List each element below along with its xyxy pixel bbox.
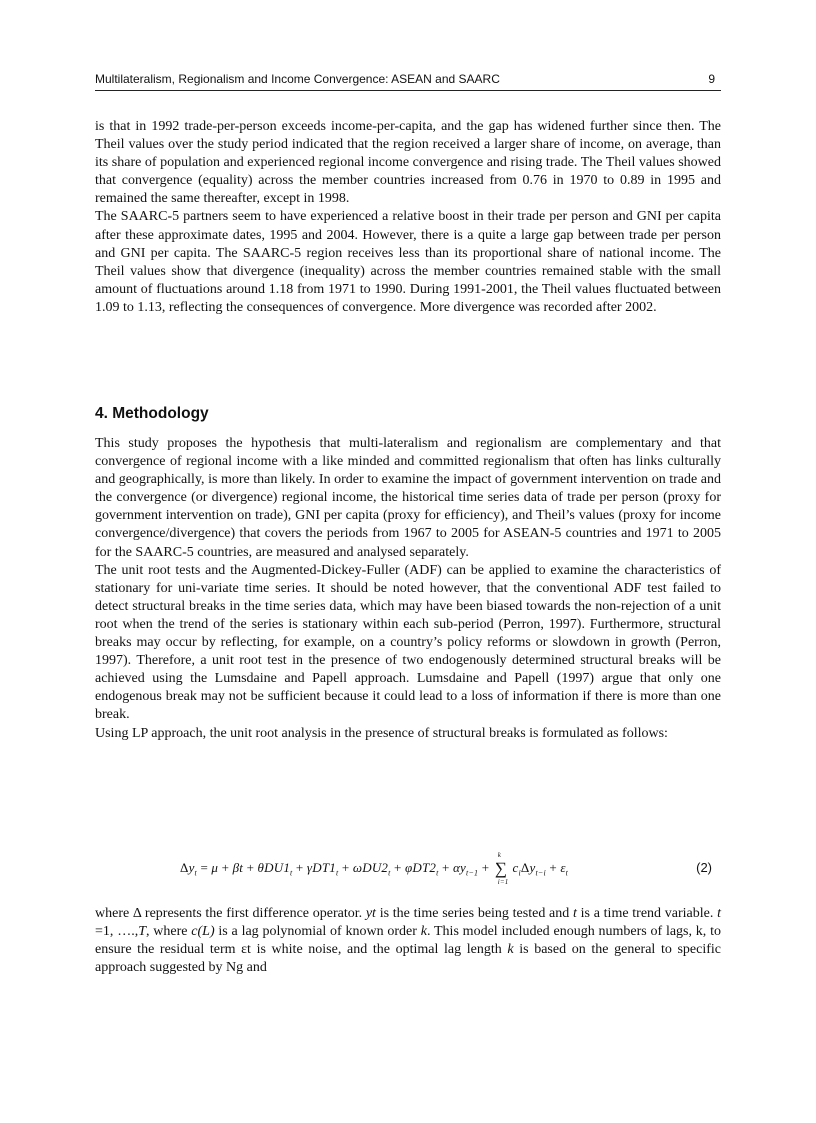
- running-header: [95, 70, 721, 91]
- sum-lower-limit: i=1: [497, 878, 509, 886]
- paragraph-hypothesis: This study proposes the hypothesis that multi-lateralism and regionalism are complementary and that convergence of regional income with a like minded and committed regionalism that often has links culturally and geographically, is more than likely. In order to examine the impact of government intervention on trade and the convergence (or divergence) regional income, the historical time series data of trade per person (proxy for government intervention on trade), GNI per capita (proxy for efficiency), and Theil’s values (proxy for income convergence/divergence) that covers the periods from 1967 to 2005 for ASEAN-5 countries and 1971 to 2005 for the SAARC-5 countries, are measured and analysed separately.: [95, 436, 721, 560]
- paragraph-trade-convergence: is that in 1992 trade-per-person exceeds income-per-capita, and the gap has widened further since then. The Theil values over the study period indicated that the region received a larger share of income, on average, than its share of population and experienced regional income convergence and rising trade. The Theil values showed that convergence (equality) across the member countries increased from 0.76 in 1970 to 0.89 in 1995 and remained the same thereafter, except in 1998.: [95, 119, 721, 207]
- intro-text: [95, 118, 721, 317]
- methodology-text: [95, 435, 721, 743]
- paragraph-unit-root: The unit root tests and the Augmented-Dickey-Fuller (ADF) can be applied to examine the characteristics of stationary for uni-variate time series. It should be noted however, that the conventional ADF test failed to detect structural breaks in the time series data, which may have been biased towards the non-rejection of a unit root when the trend of the series is stationary within each sub-period (Perron, 1997). Furthermore, structural breaks may occur by reflecting, for example, on a country’s policy reforms or slowdown in growth (Perron, 1997). Therefore, a unit root test in the presence of two endogenously determined structural breaks will be achieved using the Lumsdaine and Papell approach. Lumsdaine and Papell (1997) argue that only one endogenous break may not be sufficient because it could lead to a loss of information if there is more than one break.: [95, 562, 721, 723]
- page-number: 9: [708, 72, 715, 86]
- paragraph-lp-approach: Using LP approach, the unit root analysis in the presence of structural breaks is formulated as follows:: [95, 725, 668, 741]
- equation-body: $\Delta y_t = \mu + \beta t + \theta DU1_t + \gamma DT1_t + \omega DU2_t + \varphi DT2_t + \alpha y_{t-1}$ + ∑ k i=1 $c_i\Delta y_{t-i} + \varepsilon_t$: [180, 851, 569, 886]
- paragraph-where-definitions: where Δ represents the first difference operator. yt is the time series being tested and t is a time trend variable. t =1, ….,T, where c(L) is a lag polynomial of known order k. This model included enough numbers of lags, k, to ensure the residual term εt is white noise, and the optimal lag length k is based on the general to specific approach suggested by Ng and: [95, 906, 721, 976]
- equation-lp-unit-root: [180, 845, 720, 889]
- equation-number: (2): [696, 860, 712, 875]
- running-title: Multilateralism, Regionalism and Income Convergence: ASEAN and SAARC: [95, 72, 500, 86]
- section-heading: 4. Methodology: [95, 405, 209, 422]
- post-equation-text: [95, 905, 721, 977]
- paragraph-saarc: The SAARC-5 partners seem to have experienced a relative boost in their trade per person and GNI per capita after these approximate dates, 1995 and 2004. However, there is a quite a large gap between trade per person and GNI per capita. The SAARC-5 region receives less than its proportional share of national income. The Theil values show that divergence (inequality) across the member countries remained stable with the small amount of fluctuations around 1.18 from 1971 to 1990. During 1991-2001, the Theil values fluctuated between 1.09 to 1.13, reflecting the consequences of convergence. More divergence was recorded after 2002.: [95, 209, 721, 315]
- sum-upper-limit: k: [497, 851, 502, 859]
- summation-symbol: ∑ k i=1: [494, 851, 509, 886]
